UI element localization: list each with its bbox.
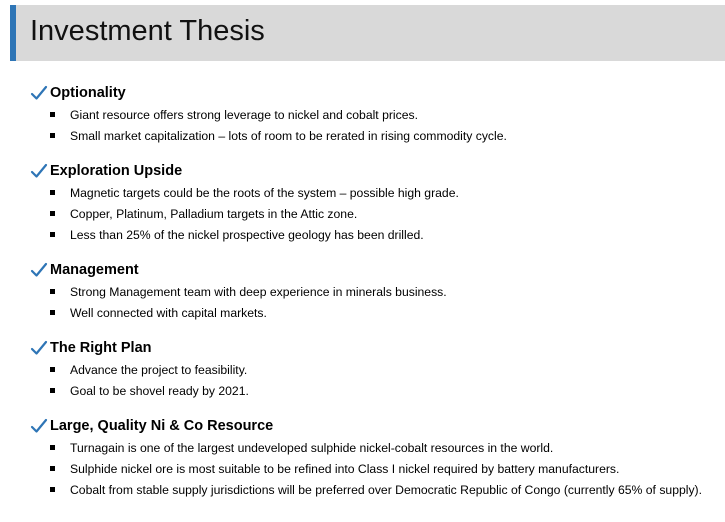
bullet-list xyxy=(30,182,720,245)
section-heading-text: Exploration Upside xyxy=(50,163,183,179)
square-bullet-icon xyxy=(50,112,55,117)
checkmark-icon xyxy=(30,162,48,180)
square-bullet-icon xyxy=(50,133,55,138)
square-bullet-icon xyxy=(50,388,55,393)
title-bar xyxy=(10,5,725,61)
checkmark-icon xyxy=(30,339,48,357)
section-heading-text: Management xyxy=(50,262,139,278)
square-bullet-icon xyxy=(50,487,55,492)
bullet-text: Less than 25% of the nickel prospective geology has been drilled. xyxy=(70,227,424,242)
bullet-list xyxy=(30,437,720,500)
bullet-text: Sulphide nickel ore is most suitable to be refined into Class I nickel required by battery manufacturers. xyxy=(70,461,620,476)
bullet-item xyxy=(30,359,720,380)
square-bullet-icon xyxy=(50,367,55,372)
bullet-item xyxy=(30,125,720,146)
section-heading-text: Large, Quality Ni & Co Resource xyxy=(50,418,274,434)
section-heading-text: Optionality xyxy=(50,85,126,101)
bullet-text: Cobalt from stable supply jurisdictions will be preferred over Democratic Republic of Congo (currently 65% of supply). xyxy=(70,482,702,497)
bullet-item xyxy=(30,437,720,458)
bullet-text: Giant resource offers strong leverage to nickel and cobalt prices. xyxy=(70,107,418,122)
section-heading xyxy=(30,82,720,104)
bullet-list xyxy=(30,104,720,146)
section-heading-text: The Right Plan xyxy=(50,340,152,356)
bullet-text: Strong Management team with deep experience in minerals business. xyxy=(70,284,447,299)
bullet-text: Copper, Platinum, Palladium targets in the Attic zone. xyxy=(70,206,358,221)
bullet-item xyxy=(30,302,720,323)
checkmark-icon xyxy=(30,261,48,279)
bullet-item xyxy=(30,458,720,479)
square-bullet-icon xyxy=(50,310,55,315)
section-heading xyxy=(30,160,720,182)
checkmark-icon xyxy=(30,84,48,102)
bullet-text: Advance the project to feasibility. xyxy=(70,362,248,377)
section-heading xyxy=(30,415,720,437)
bullet-item xyxy=(30,224,720,245)
bullet-item xyxy=(30,479,720,500)
checkmark-icon xyxy=(30,417,48,435)
square-bullet-icon xyxy=(50,211,55,216)
bullet-item xyxy=(30,203,720,224)
thesis-section xyxy=(30,337,720,401)
thesis-section xyxy=(30,160,720,245)
thesis-section xyxy=(30,82,720,146)
bullet-text: Goal to be shovel ready by 2021. xyxy=(70,383,249,398)
bullet-item xyxy=(30,104,720,125)
thesis-section xyxy=(30,259,720,323)
square-bullet-icon xyxy=(50,190,55,195)
square-bullet-icon xyxy=(50,445,55,450)
bullet-item xyxy=(30,182,720,203)
square-bullet-icon xyxy=(50,232,55,237)
thesis-section xyxy=(30,415,720,500)
title-accent-bar xyxy=(10,5,16,61)
bullet-text: Well connected with capital markets. xyxy=(70,305,267,320)
slide-content xyxy=(30,82,720,500)
bullet-text: Magnetic targets could be the roots of the system – possible high grade. xyxy=(70,185,459,200)
bullet-text: Small market capitalization – lots of room to be rerated in rising commodity cycle. xyxy=(70,128,507,143)
bullet-list xyxy=(30,359,720,401)
section-heading xyxy=(30,337,720,359)
square-bullet-icon xyxy=(50,289,55,294)
bullet-item xyxy=(30,281,720,302)
bullet-item xyxy=(30,380,720,401)
section-heading xyxy=(30,259,720,281)
square-bullet-icon xyxy=(50,466,55,471)
slide-title: Investment Thesis xyxy=(30,15,265,47)
bullet-text: Turnagain is one of the largest undeveloped sulphide nickel-cobalt resources in the world. xyxy=(70,440,554,455)
bullet-list xyxy=(30,281,720,323)
